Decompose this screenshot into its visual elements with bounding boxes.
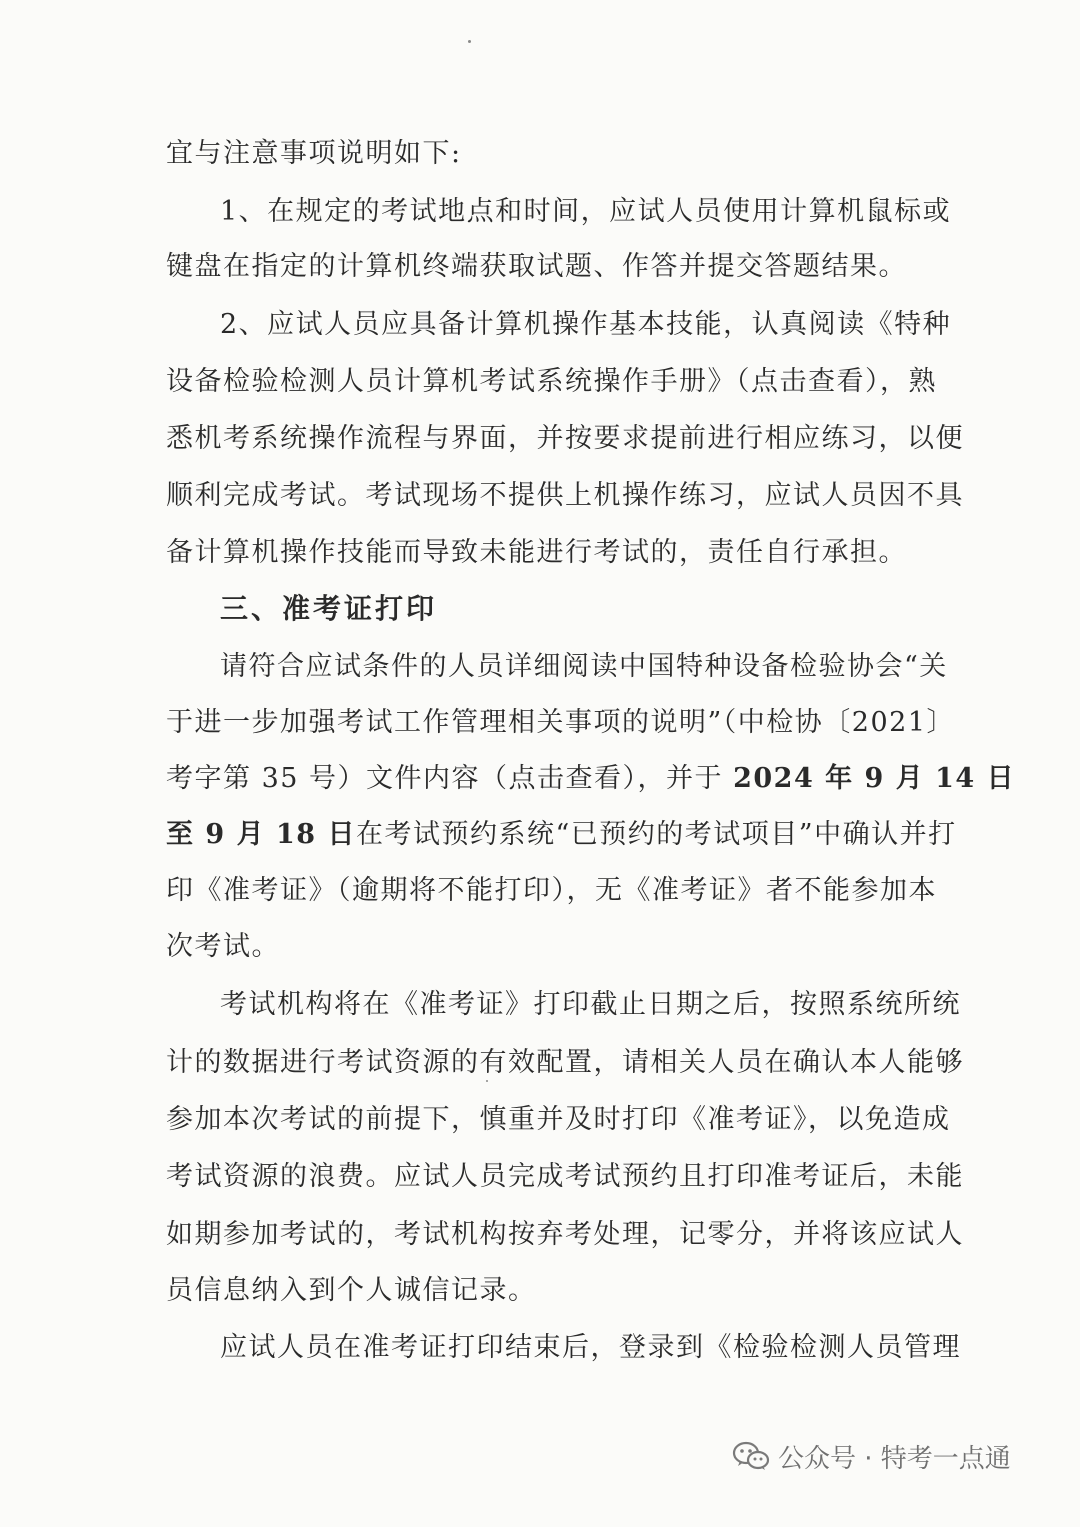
paragraph-line: 员信息纳入到个人诚信记录。: [166, 1275, 537, 1306]
line-text: 考字第 35 号）文件内容（点击查看），并于: [166, 763, 734, 794]
paragraph-line: 印《准考证》（逾期将不能打印），无《准考证》者不能参加本: [166, 875, 937, 906]
paragraph-line: 顺利完成考试。考试现场不提供上机操作练习，应试人员因不具: [166, 480, 964, 511]
paragraph-line: 设备检验检测人员计算机考试系统操作手册》（点击查看），熟: [166, 366, 937, 397]
exam-date-end: 至 9 月 18 日: [166, 819, 356, 850]
paragraph-line: 计的数据进行考试资源的有效配置，请相关人员在确认本人能够: [166, 1047, 964, 1078]
paragraph-line: 1、在规定的考试地点和时间，应试人员使用计算机鼠标或: [220, 196, 952, 227]
paragraph-line: 2、应试人员应具备计算机操作基本技能，认真阅读《特种: [220, 309, 952, 340]
paragraph-line: 考试资源的浪费。应试人员完成考试预约且打印准考证后，未能: [166, 1161, 964, 1192]
line-text: 在考试预约系统“已预约的考试项目”中确认并打: [355, 819, 957, 850]
paragraph-line: 备计算机操作技能而导致未能进行考试的，责任自行承担。: [166, 537, 907, 568]
paragraph-line: 键盘在指定的计算机终端获取试题、作答并提交答题结果。: [166, 251, 907, 282]
paragraph-line: 于进一步加强考试工作管理相关事项的说明”（中检协〔2021〕: [166, 707, 956, 738]
paragraph-line: 应试人员在准考证打印结束后，登录到《检验检测人员管理: [220, 1332, 961, 1363]
watermark: [732, 1434, 1011, 1478]
section-heading: 三、准考证打印: [220, 592, 438, 625]
watermark-label: 公众号 · 特考一点通: [778, 1443, 1011, 1474]
paragraph-line: [166, 815, 957, 855]
paragraph-line: 悉机考系统操作流程与界面，并按要求提前进行相应练习，以便: [166, 423, 964, 454]
paragraph-line: 如期参加考试的，考试机构按弃考处理，记零分，并将该应试人: [166, 1219, 964, 1250]
wechat-icon: [732, 1440, 770, 1472]
paragraph-line: 考试机构将在《准考证》打印截止日期之后，按照系统所统: [220, 989, 961, 1020]
paragraph-line: 参加本次考试的前提下，慎重并及时打印《准考证》，以免造成: [166, 1104, 951, 1135]
scan-speck: [468, 40, 471, 43]
paragraph-line: [166, 759, 1016, 799]
paragraph-line: 请符合应试条件的人员详细阅读中国特种设备检验协会“关: [220, 651, 948, 682]
paragraph-line: 宜与注意事项说明如下:: [166, 138, 462, 169]
paragraph-line: 次考试。: [166, 931, 280, 962]
exam-date-start: 2024 年 9 月 14 日: [733, 763, 1016, 794]
